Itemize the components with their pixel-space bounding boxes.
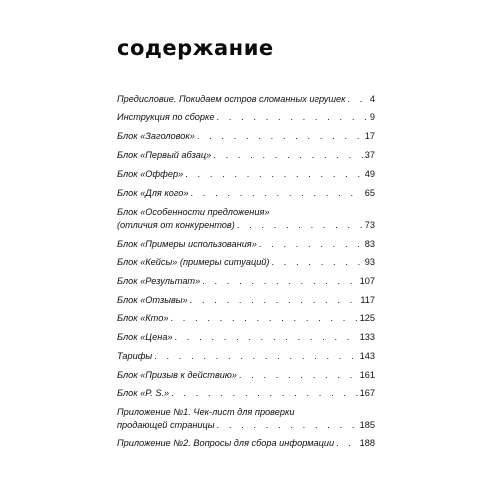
toc-line [117,331,375,344]
toc-entry[interactable] [117,331,375,344]
toc-entry[interactable] [117,149,375,162]
dot-leader [185,168,363,181]
toc-entry[interactable] [117,187,375,200]
toc-line [117,256,375,269]
toc-entry-title: Блок «Отзывы» [117,295,188,305]
toc-page-number: 185 [359,420,375,430]
toc-entry-title: Блок «P. S.» [117,388,170,398]
toc-entry-title: Тарифы [117,351,153,361]
toc-page-number: 73 [364,220,375,230]
toc-entry-title: Блок «Первый абзац» [117,150,212,160]
toc-page-number: 188 [359,438,375,448]
toc-entry-title: Предисловие. Покидаем остров сломанных игрушек [117,94,346,104]
toc-line [117,312,375,325]
toc-page-number: 65 [364,188,375,198]
toc-line [117,130,375,143]
toc-entry-title: Блок «Призыв к действию» [117,370,237,380]
dot-leader [336,437,358,450]
toc-entry-title: Приложение №2. Вопросы для сбора информации [117,438,335,448]
toc-entry[interactable] [117,437,375,450]
dot-leader [197,130,363,143]
dot-leader [171,387,358,400]
toc-entry[interactable] [117,406,375,432]
dot-leader [217,419,358,432]
dot-leader [271,256,362,269]
toc-page-number: 37 [364,150,375,160]
toc-entry[interactable] [117,369,375,382]
toc-page-number: 93 [364,257,375,267]
toc-line [117,387,375,400]
toc-entry[interactable] [117,238,375,251]
dot-leader [202,275,357,288]
dot-leader [216,111,367,124]
toc-page-number: 17 [364,131,375,141]
toc-entry[interactable] [117,387,375,400]
toc-page-number: 4 [369,94,375,104]
toc-line [117,168,375,181]
dot-leader [154,350,357,363]
toc-line-first [117,406,375,419]
toc-page-number: 167 [359,388,375,398]
toc-line [117,93,375,106]
toc-page-number: 143 [359,351,375,361]
toc-entry-title: Блок «Кто» [117,313,169,323]
toc-entry[interactable] [117,312,375,325]
toc-page-number: 9 [369,112,375,122]
toc-entry-title: Инструкция по сборке [117,112,215,122]
toc-entry-title-continued: (отличия от конкурентов) [117,220,235,230]
toc-entry-title: Блок «Оффер» [117,169,184,179]
dot-leader [213,149,362,162]
toc-line [117,111,375,124]
toc-entry[interactable] [117,275,375,288]
dot-leader [190,187,362,200]
dot-leader [259,238,363,251]
dot-leader [347,93,367,106]
toc-line [117,219,375,232]
toc-line-first [117,206,375,219]
dot-leader [190,294,359,307]
toc-line [117,238,375,251]
toc-page-number: 107 [359,276,375,286]
dot-leader [170,312,357,325]
dot-leader [237,219,363,232]
toc-line [117,275,375,288]
dot-leader [239,369,358,382]
toc-entry-title: Блок «Для кого» [117,188,189,198]
toc-entry-title: Блок «Особенности предложения» [117,207,270,217]
toc-line [117,419,375,432]
toc-page-number: 161 [359,370,375,380]
toc-page-number: 125 [359,313,375,323]
toc-entry[interactable] [117,111,375,124]
toc-line [117,149,375,162]
toc-entry[interactable] [117,294,375,307]
toc-line [117,437,375,450]
toc-entry-title: Блок «Кейсы» (примеры ситуаций) [117,257,270,267]
toc-line [117,187,375,200]
toc-entry[interactable] [117,93,375,106]
toc-entry-title: Блок «Заголовок» [117,131,195,141]
toc-page-number: 133 [359,332,375,342]
toc-entry-title-continued: продающей страницы [117,420,215,430]
toc-page-number: 49 [364,169,375,179]
toc-line [117,294,375,307]
toc-entry[interactable] [117,350,375,363]
toc-entry-title: Блок «Цена» [117,332,173,342]
toc-entry[interactable] [117,256,375,269]
toc-line [117,350,375,363]
toc-entry-title: Блок «Примеры использования» [117,239,257,249]
page-title: содержание [117,36,274,60]
toc-page-number: 117 [360,295,375,305]
toc-line [117,369,375,382]
toc-entry-title: Блок «Результат» [117,276,201,286]
dot-leader [175,331,358,344]
toc-page-number: 83 [364,239,375,249]
toc-entry-title: Приложение №1. Чек-лист для проверки [117,407,295,417]
toc-entry[interactable] [117,168,375,181]
toc-entry[interactable] [117,130,375,143]
toc-entry[interactable] [117,206,375,232]
